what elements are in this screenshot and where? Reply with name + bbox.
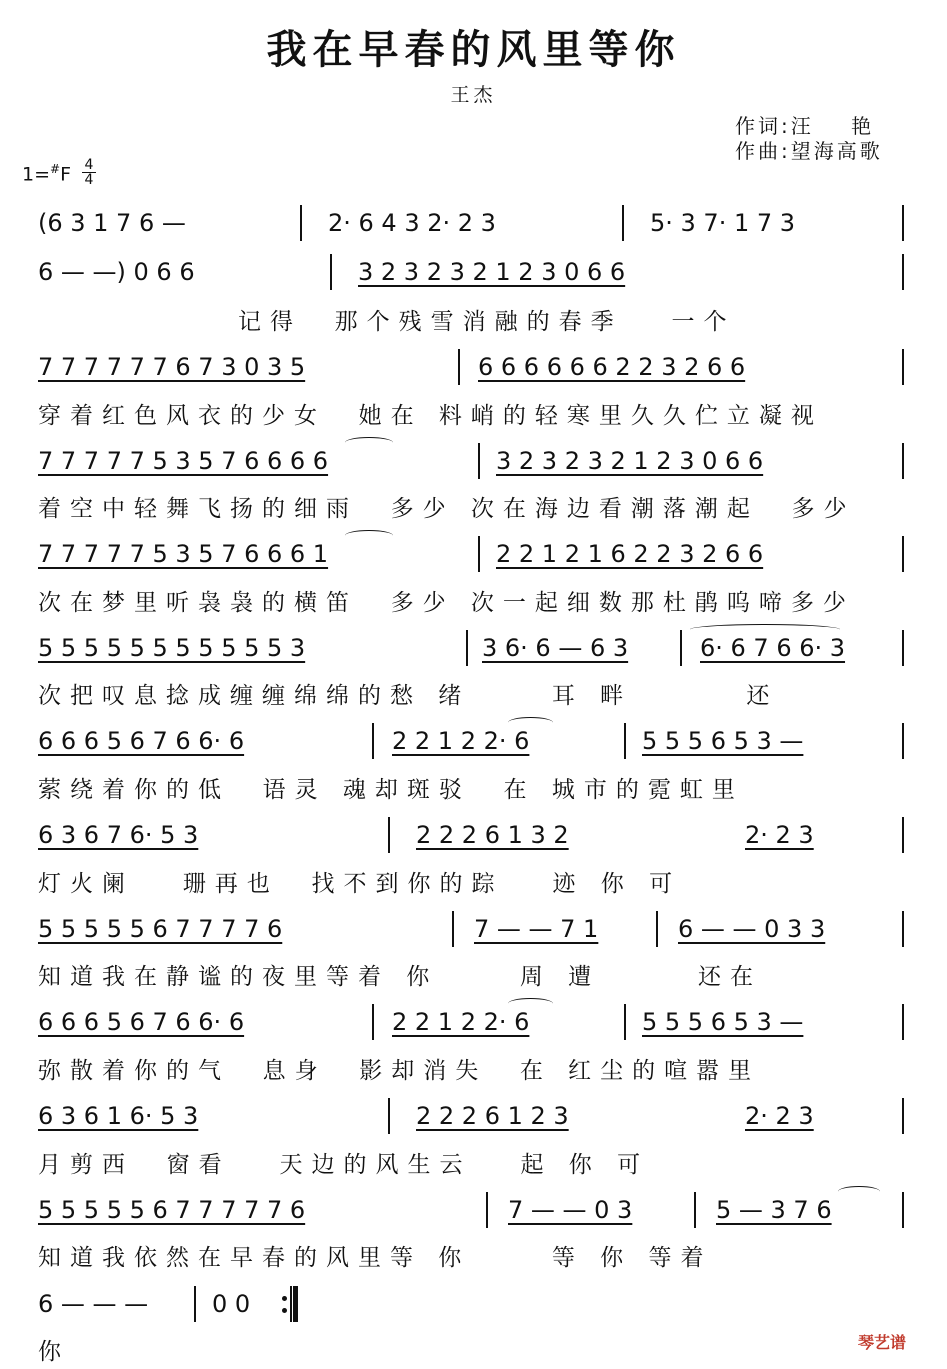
measure: 5 5 5 6 5 3 — bbox=[642, 727, 804, 755]
lyric-row-3: 穿着红色风衣的少女 她在 料峭的轻寒里久久伫立凝视 bbox=[38, 403, 823, 429]
measure: 2 2 2 6 1 2 3 bbox=[416, 1102, 569, 1130]
measure: 5 5 5 5 5 6 7 7 7 7 7 6 bbox=[38, 1196, 306, 1224]
barline bbox=[194, 1286, 196, 1322]
barline bbox=[902, 817, 904, 853]
barline bbox=[330, 254, 332, 290]
notation-row-11 bbox=[0, 1096, 947, 1136]
notation-row-4 bbox=[0, 441, 947, 481]
barline bbox=[902, 254, 904, 290]
barline bbox=[680, 630, 682, 666]
notation-row-13 bbox=[0, 1284, 947, 1324]
notation-row-2 bbox=[0, 252, 947, 292]
measure: 2· 2 3 bbox=[745, 1102, 814, 1130]
measure: 2 2 1 2 2· 6 bbox=[392, 727, 530, 755]
measure: 7 7 7 7 7 7 6 7 3 0 3 5 bbox=[38, 353, 306, 381]
barline bbox=[478, 536, 480, 572]
barline bbox=[902, 1192, 904, 1228]
barline bbox=[902, 349, 904, 385]
lyric-row-2: 记得 那个残雪消融的春季 一个 bbox=[238, 309, 736, 335]
barline bbox=[902, 443, 904, 479]
notation-row-8 bbox=[0, 815, 947, 855]
barline bbox=[656, 911, 658, 947]
lyric-row-11: 月剪西 窗看 天边的风生云 起 你 可 bbox=[38, 1152, 650, 1178]
barline bbox=[902, 911, 904, 947]
measure: 7 7 7 7 7 5 3 5 7 6 6 6 6 bbox=[38, 447, 329, 475]
lyricist-credit: 作词:汪 艳 bbox=[735, 114, 875, 138]
lyric-row-5: 次在梦里听袅袅的横笛 多少 次一起细数那杜鹃呜啼多少 bbox=[38, 590, 855, 616]
notation-row-1 bbox=[0, 203, 947, 243]
notation-row-12 bbox=[0, 1190, 947, 1230]
barline bbox=[486, 1192, 488, 1228]
measure: 6 — — 0 3 3 bbox=[678, 915, 826, 943]
notation-row-5 bbox=[0, 534, 947, 574]
barline bbox=[624, 1004, 626, 1040]
measure: 7 — — 7 1 bbox=[474, 915, 599, 943]
lyric-row-6: 次把叹息捻成缠缠绵绵的愁 绪 耳 畔 还 bbox=[38, 683, 779, 709]
measure: 3 2 3 2 3 2 1 2 3 0 6 6 bbox=[496, 447, 764, 475]
measure: 6 3 6 7 6· 5 3 bbox=[38, 821, 199, 849]
measure: 6 6 6 5 6 7 6 6· 6 bbox=[38, 727, 245, 755]
measure: 6 — — — bbox=[38, 1290, 149, 1318]
repeat-dots bbox=[282, 1294, 287, 1316]
time-signature: $\frac{4}{4}$ bbox=[82, 158, 96, 187]
lyric-row-8: 灯火阑 珊再也 找不到你的踪 迹 你 可 bbox=[38, 871, 682, 897]
barline bbox=[300, 205, 302, 241]
notation-row-9 bbox=[0, 909, 947, 949]
measure: 2 2 1 2 1 6 2 2 3 2 6 6 bbox=[496, 540, 764, 568]
barline bbox=[458, 349, 460, 385]
lyric-row-12: 知道我依然在早春的风里等 你 等 你 等着 bbox=[38, 1245, 713, 1271]
measure: 3 6· 6 — 6 3 bbox=[482, 634, 629, 662]
barline bbox=[902, 723, 904, 759]
sharp-symbol: # bbox=[50, 162, 61, 176]
measure: 6· 6 7 6 6· 3 bbox=[700, 634, 846, 662]
measure: (6 3 1 7 6 — bbox=[38, 209, 186, 237]
measure: 2· 6 4 3 2· 2 3 bbox=[328, 209, 496, 237]
barline bbox=[466, 630, 468, 666]
watermark-logo: 琴艺谱 bbox=[858, 1333, 907, 1352]
measure: 2 2 2 6 1 3 2 bbox=[416, 821, 569, 849]
measure: 6 — —) 0 6 6 bbox=[38, 258, 195, 286]
song-title: 我在早春的风里等你 bbox=[266, 26, 681, 73]
barline bbox=[902, 1098, 904, 1134]
barline bbox=[388, 817, 390, 853]
measure: 6 3 6 1 6· 5 3 bbox=[38, 1102, 199, 1130]
barline bbox=[902, 205, 904, 241]
singer-name: 王杰 bbox=[450, 84, 497, 106]
measure: 2· 2 3 bbox=[745, 821, 814, 849]
lyric-row-4: 着空中轻舞飞扬的细雨 多少 次在海边看潮落潮起 多少 bbox=[38, 496, 856, 522]
measure: 3 2 3 2 3 2 1 2 3 0 6 6 bbox=[358, 258, 626, 286]
barline bbox=[372, 1004, 374, 1040]
barline bbox=[622, 205, 624, 241]
notation-row-6 bbox=[0, 628, 947, 668]
lyric-row-9: 知道我在静谧的夜里等着 你 周 遭 还在 bbox=[38, 964, 763, 990]
lyric-row-13: 你 bbox=[38, 1339, 70, 1365]
barline bbox=[902, 1004, 904, 1040]
measure: 0 0 bbox=[212, 1290, 251, 1318]
barline bbox=[902, 630, 904, 666]
key-signature: 1=#F bbox=[22, 162, 72, 186]
measure: 5 5 5 5 5 6 7 7 7 7 6 bbox=[38, 915, 283, 943]
measure: 7 — — 0 3 bbox=[508, 1196, 633, 1224]
measure: 5· 3 7· 1 7 3 bbox=[650, 209, 796, 237]
final-barline bbox=[290, 1286, 298, 1322]
lyric-row-7: 萦绕着你的低 语灵 魂却斑驳 在 城市的霓虹里 bbox=[38, 777, 744, 803]
measure: 2 2 1 2 2· 6 bbox=[392, 1008, 530, 1036]
composer-credit: 作曲:望海高歌 bbox=[735, 139, 883, 163]
barline bbox=[902, 536, 904, 572]
measure: 5 5 5 6 5 3 — bbox=[642, 1008, 804, 1036]
barline bbox=[694, 1192, 696, 1228]
measure: 6 6 6 5 6 7 6 6· 6 bbox=[38, 1008, 245, 1036]
notation-row-3 bbox=[0, 347, 947, 387]
notation-row-10 bbox=[0, 1002, 947, 1042]
barline bbox=[624, 723, 626, 759]
notation-row-7 bbox=[0, 721, 947, 761]
barline bbox=[478, 443, 480, 479]
measure: 7 7 7 7 7 5 3 5 7 6 6 6 1 bbox=[38, 540, 329, 568]
barline bbox=[452, 911, 454, 947]
barline bbox=[388, 1098, 390, 1134]
measure: 5 — 3 7 6 bbox=[716, 1196, 832, 1224]
measure: 6 6 6 6 6 6 2 2 3 2 6 6 bbox=[478, 353, 746, 381]
barline bbox=[372, 723, 374, 759]
lyric-row-10: 弥散着你的气 息身 影却消失 在 红尘的喧嚣里 bbox=[38, 1058, 761, 1084]
measure: 5 5 5 5 5 5 5 5 5 5 5 3 bbox=[38, 634, 306, 662]
